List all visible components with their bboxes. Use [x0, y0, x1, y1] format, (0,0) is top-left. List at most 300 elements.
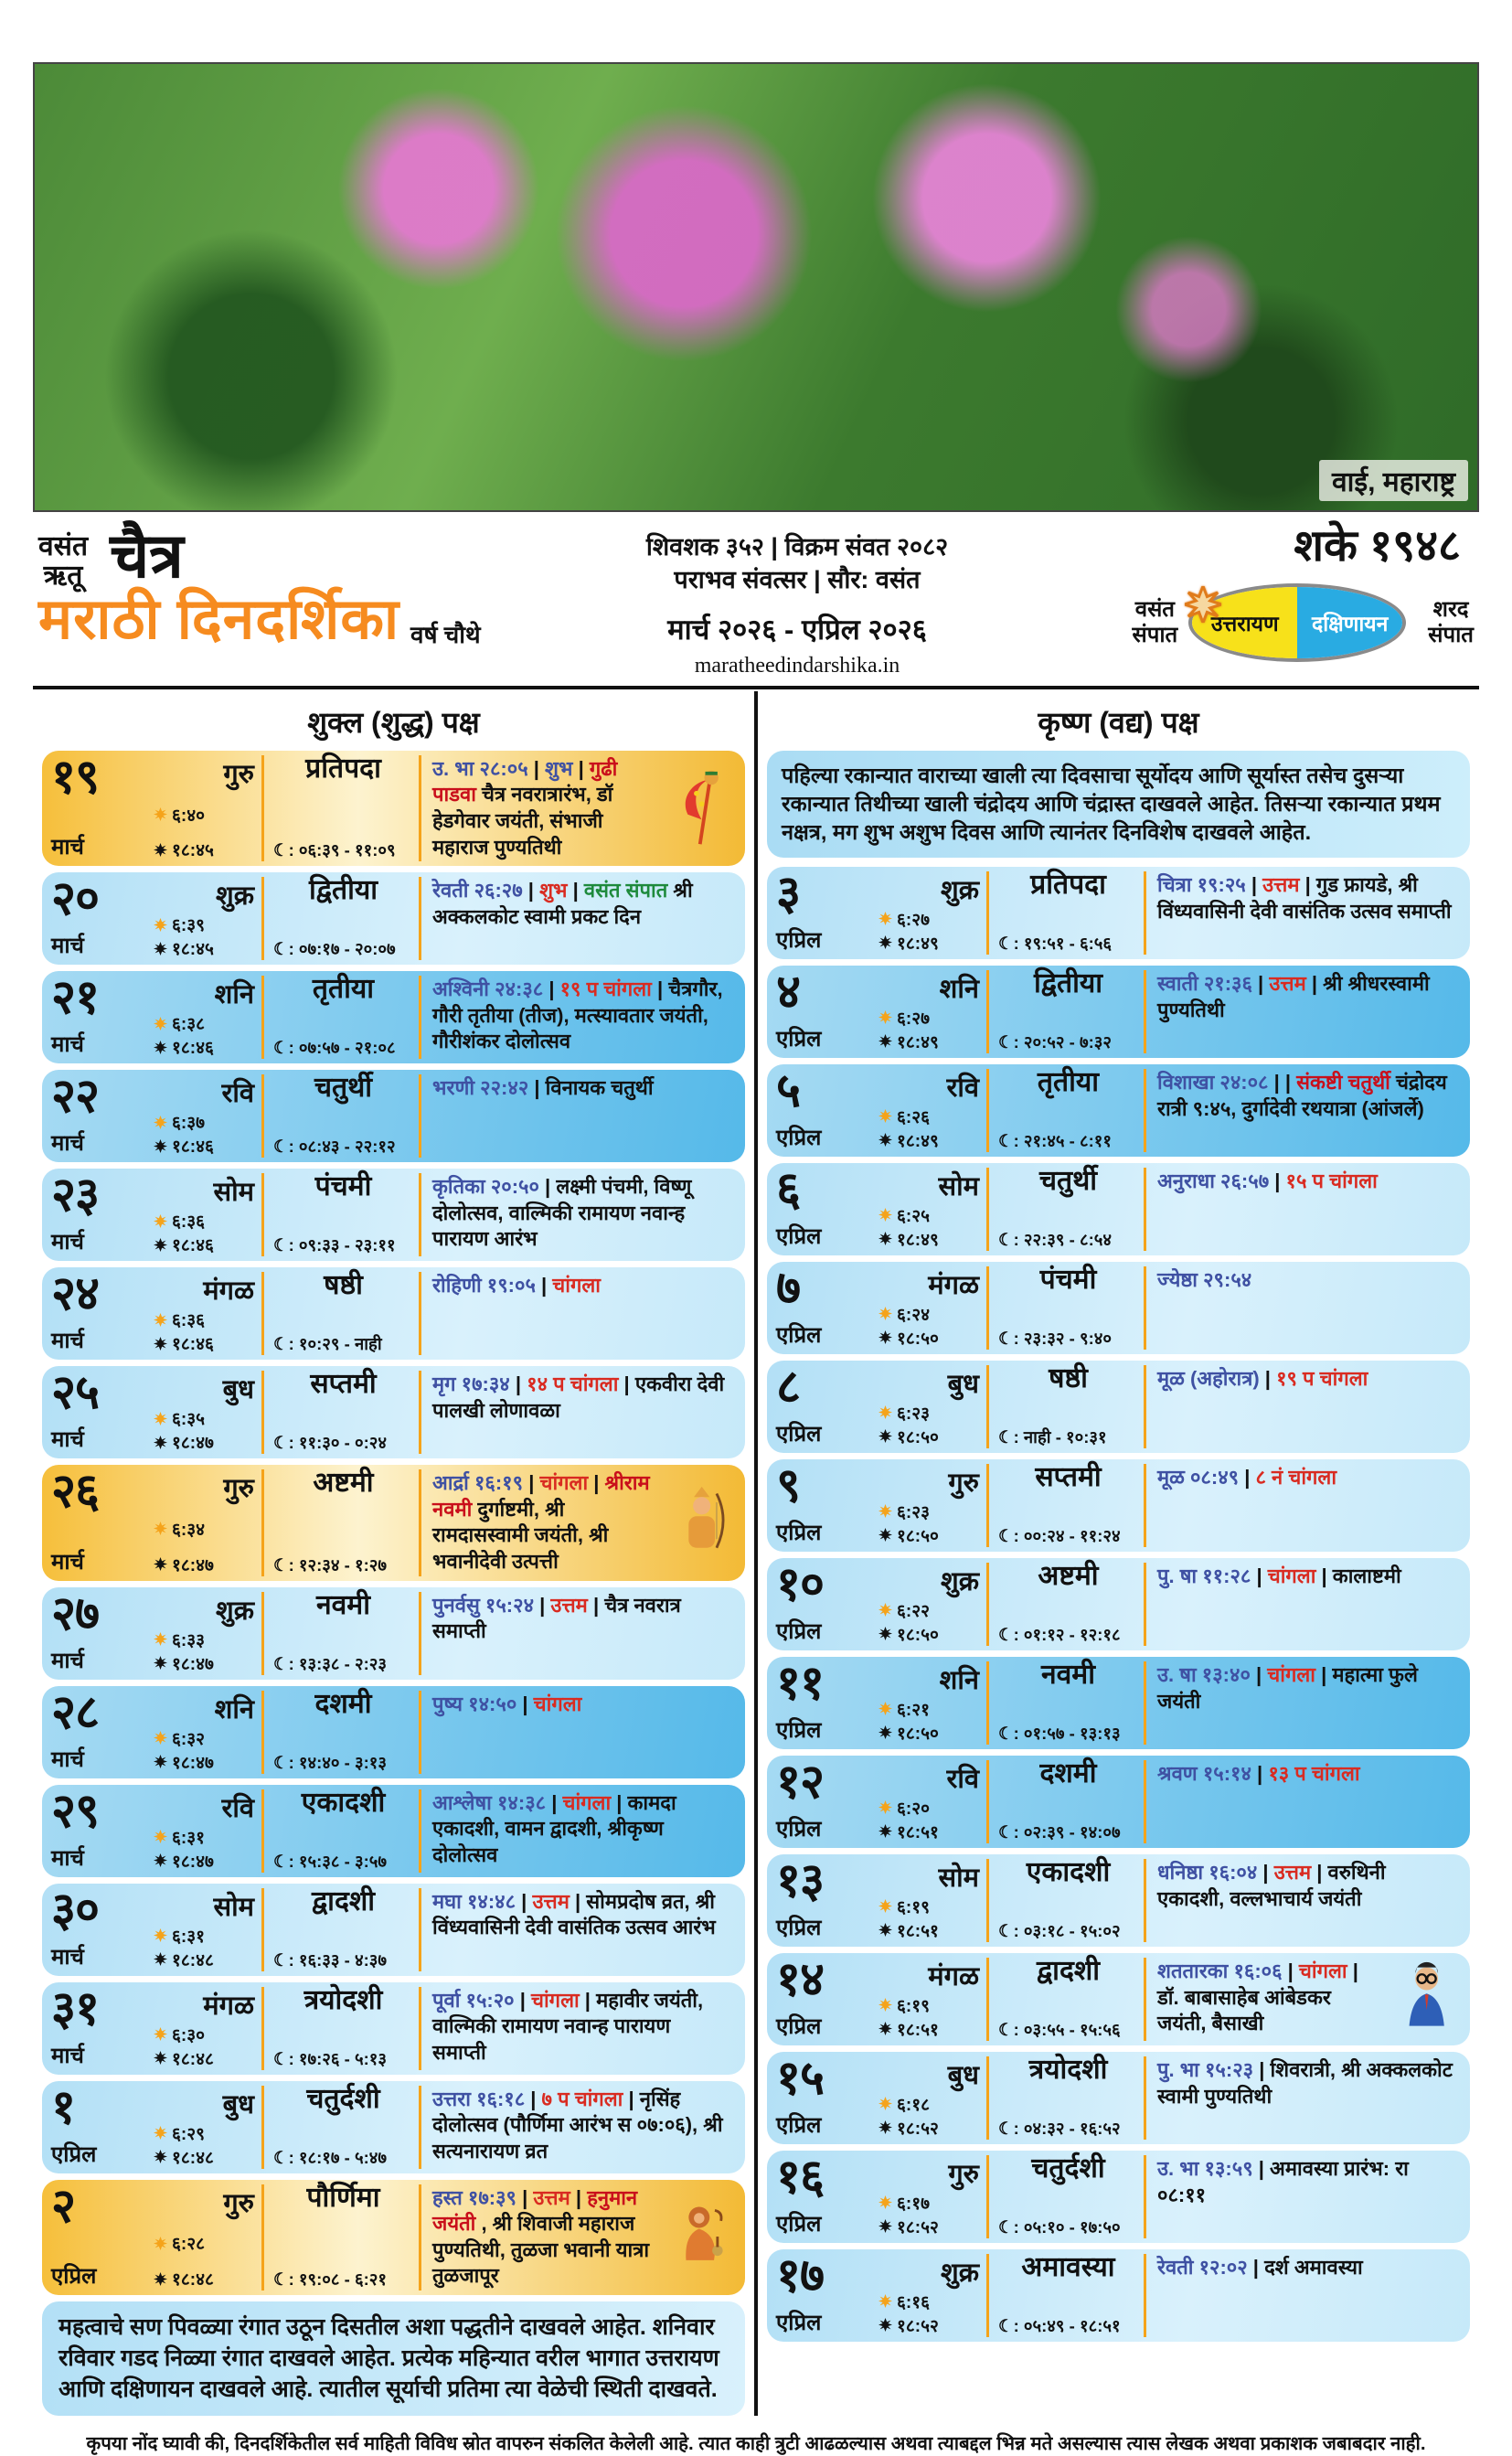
tithi-cell [261, 1272, 419, 1355]
sunrise-time: ६:२६ [897, 1107, 930, 1127]
sunrise-icon [878, 2294, 892, 2308]
era-line-1: शिवशक ३५२ | विक्रम संवत २०८२ [645, 533, 949, 561]
tithi-cell [986, 1461, 1144, 1547]
tithi-cell [261, 755, 419, 861]
date-cell [51, 971, 154, 1059]
sunrise-time: ६:२० [897, 1799, 930, 1819]
day-details: रोहिणी १९:०५ | चांगला [419, 1272, 738, 1355]
sunrise-time: ६:३१ [172, 1927, 205, 1947]
day-cell [154, 2184, 261, 2290]
day-details: अश्विनी २४:३८ | १९ प चांगला | चैत्रगौर, गौरी तृतीया (तीज), मत्स्यावतार जयंती, गौरीशंकर दोलोत्सव [419, 976, 738, 1059]
tithi-name: एकादशी [1026, 1856, 1111, 1887]
tithi-cell [986, 1165, 1144, 1251]
moon-times: ☾: नाही - १०:३१ [998, 1426, 1107, 1447]
sunrise-icon [878, 912, 892, 925]
sunrise-time: ६:१९ [897, 1996, 930, 2016]
day-name: रवि [946, 1073, 979, 1103]
moon-times: ☾: १४:४० - ३:१३ [273, 1752, 387, 1772]
sunrise-icon [154, 807, 167, 821]
tithi-cell [986, 1856, 1144, 1942]
day-cell [878, 1266, 986, 1350]
day-cell [154, 1987, 261, 2070]
tithi-cell [261, 2083, 419, 2169]
tithi-name: द्वादशी [1036, 1955, 1101, 1986]
date-cell [776, 1360, 878, 1448]
day-cell [878, 1958, 986, 2041]
moon-times: ☾: ०६:३९ - ११:०९ [273, 840, 396, 860]
moon-times: ☾: १९:०८ - ६:२१ [273, 2269, 387, 2289]
day-details: पु. षा ११:२८ | चांगला | कालाष्टमी [1144, 1563, 1463, 1646]
sunset-icon [154, 2150, 167, 2163]
sunrise-icon [878, 2195, 892, 2209]
tithi-name: द्वादशी [311, 1885, 376, 1917]
masthead-center [550, 525, 1044, 678]
day-name: गुरु [223, 1474, 254, 1504]
date-number: १९ [51, 750, 100, 804]
day-name: शनि [214, 1694, 254, 1725]
moon-times: ☾: ०८:४३ - २२:१२ [273, 1137, 396, 1157]
day-details: उ. भा १३:५९ | अमावस्या प्रारंभ: रा ०८:११ [1144, 2155, 1463, 2238]
sunset-time: १८:४७ [172, 1852, 214, 1872]
day-details: मूळ ०८:४९ | ८ नं चांगला [1144, 1464, 1463, 1547]
month-name: चैत्र [110, 521, 184, 591]
sunrise-time: ६:३३ [172, 1630, 205, 1650]
month-label: एप्रिल [776, 2211, 822, 2237]
disclaimer: कृपया नोंद घ्यावी की, दिनदर्शिकेतील सर्व माहिती विविध स्रोत वापरुन संकलित केलेली आहे. त्यात काही त्रुटी आढळल्यास अथवा त्याबद्दल भिन्न मते असल्यास त्यास लेखक अथवा प्रकाशक जबाबदार नाही. [86, 2433, 1426, 2455]
sunset-icon [878, 1429, 892, 1443]
date-number: १५ [776, 2051, 825, 2105]
calendar-row [42, 1465, 745, 1580]
day-cell [878, 1168, 986, 1251]
sunrise-icon [878, 1010, 892, 1024]
day-cell [154, 976, 261, 1059]
sunrise-time: ६:२८ [172, 2235, 205, 2255]
tithi-name: अष्टमी [1038, 1560, 1099, 1591]
day-cell [878, 1661, 986, 1745]
day-details: मूळ (अहोरात्र) | १९ प चांगला [1144, 1365, 1463, 1448]
sunrise-time: ६:३८ [172, 1015, 205, 1035]
day-name: रवि [221, 1793, 254, 1823]
sunset-icon [154, 1853, 167, 1867]
tithi-name: अष्टमी [313, 1468, 374, 1499]
sunrise-icon [154, 1116, 167, 1129]
calendar-row [42, 1587, 745, 1680]
day-details: मृग १७:३४ | १४ प चांगला | एकवीरा देवी पालखी लोणावळा [419, 1371, 738, 1454]
day-details: चित्रा १९:२५ | उत्तम | गुड फ्रायडे, श्री विंध्यवासिनी देवी वासंतिक उत्सव समाप्ती [1144, 871, 1463, 955]
date-number: १० [776, 1557, 825, 1611]
sunset-icon [878, 1330, 892, 1344]
day-details: उ. भा २८:०५ | शुभ | गुढी पाडवा चैत्र नवरात्रारंभ, डॉ हेडगेवार जयंती, संभाजी महाराज पुण्यतिथी [419, 755, 738, 861]
day-name: बुध [222, 2089, 254, 2120]
date-cell [51, 2080, 154, 2169]
sunset-time: १८:५२ [897, 2217, 939, 2237]
day-cell [154, 1592, 261, 1675]
sunrise-time: ६:३५ [172, 1410, 205, 1430]
tithi-name: एकादशी [301, 1787, 386, 1818]
sunset-time: १८:४६ [172, 1137, 214, 1158]
krishna-rows [767, 867, 1470, 2342]
sunset-icon [878, 2022, 892, 2035]
moon-times: ☾: ०५:४९ - १८:५१ [998, 2315, 1121, 2335]
moon-times: ☾: ०१:१२ - १२:१८ [998, 1624, 1121, 1644]
sunrise-time: ६:२३ [897, 1502, 930, 1522]
date-number: १३ [776, 1853, 825, 1907]
tithi-cell [986, 1661, 1144, 1745]
calendar-page [33, 0, 1479, 2456]
sunset-icon [878, 2219, 892, 2233]
day-cell [878, 2254, 986, 2337]
website-link[interactable]: maratheedindarshika.in [694, 653, 900, 678]
date-number: ६ [776, 1162, 801, 1216]
moon-times: ☾: १२:३४ - १:२७ [273, 1554, 387, 1575]
date-number: २९ [51, 1784, 100, 1838]
month-label: एप्रिल [776, 1421, 822, 1447]
sunset-time: १८:५० [897, 1427, 939, 1447]
date-cell [51, 872, 154, 960]
date-number: २४ [51, 1267, 100, 1321]
month-label: एप्रिल [776, 1026, 822, 1052]
sunrise-time: ६:२७ [897, 1009, 930, 1029]
tithi-name: द्वितीया [1033, 967, 1103, 998]
sunrise-icon [878, 1702, 892, 1715]
day-cell [154, 1074, 261, 1158]
month-label: एप्रिल [776, 1717, 822, 1743]
tithi-cell [261, 1984, 419, 2070]
calendar-row [42, 872, 745, 965]
month-label: मार्च [51, 1944, 84, 1970]
day-cell [878, 2056, 986, 2140]
tithi-name: प्रतिपदा [305, 753, 381, 784]
photo-caption: वाई, महाराष्ट्र [1319, 460, 1468, 501]
krishna-paksha-column [758, 691, 1479, 2416]
day-name: सोम [938, 1171, 979, 1201]
calendar-row [767, 966, 1470, 1058]
tithi-name: प्रतिपदा [1030, 869, 1106, 900]
moon-times: ☾: १८:१७ - ५:४७ [273, 2147, 387, 2167]
day-name: गुरु [948, 2159, 979, 2189]
day-cell [878, 2155, 986, 2238]
month-label: मार्च [51, 934, 84, 959]
calendar-row [42, 1982, 745, 2075]
moon-times: ☾: ११:३० - ०:२४ [273, 1433, 387, 1453]
calendar-row [42, 1070, 745, 1162]
tithi-name: चतुर्दशी [306, 2083, 380, 2114]
day-cell [878, 1069, 986, 1152]
calendar-row [767, 867, 1470, 959]
sunset-icon [154, 1952, 167, 1966]
day-cell [154, 877, 261, 960]
sunset-icon [878, 1528, 892, 1542]
date-number: १७ [776, 2248, 825, 2302]
tithi-cell [261, 976, 419, 1059]
day-details: ज्येष्ठा २९:५४ [1144, 1266, 1463, 1350]
sunset-time: १८:४७ [172, 1555, 214, 1575]
day-name: मंगळ [928, 1961, 979, 1991]
sunrise-time: ६:२३ [897, 1404, 930, 1424]
date-cell [51, 1685, 154, 1774]
date-number: २० [51, 872, 100, 926]
calendar-row [767, 1163, 1470, 1255]
month-label: मार्च [51, 1549, 84, 1575]
day-name: गुरु [223, 759, 254, 789]
sunset-icon [154, 1337, 167, 1351]
tithi-cell [986, 1066, 1144, 1152]
date-number: ८ [776, 1360, 801, 1414]
sunrise-icon [154, 1214, 167, 1228]
sunrise-icon [878, 1998, 892, 2012]
tithi-name: षष्ठी [1049, 1362, 1088, 1394]
month-label: मार्च [51, 1648, 84, 1673]
moon-times: ☾: २०:५२ - ७:३२ [998, 1031, 1112, 1052]
date-number: २ [51, 2179, 76, 2233]
era-line-2: पराभव संवत्सर | सौर: वसंत [674, 566, 921, 594]
day-name: रवि [221, 1079, 254, 1109]
sunset-icon [878, 935, 892, 949]
day-details: हस्त १७:३९ | उत्तम | हनुमान जयंती , श्री शिवाजी महाराज पुण्यतिथी, तुळजा भवानी यात्रा तुळजापूर [419, 2184, 738, 2290]
tithi-cell [261, 1789, 419, 1873]
month-label: मार्च [51, 1845, 84, 1871]
date-cell [776, 1853, 878, 1942]
sunrise-icon [154, 2027, 167, 2041]
calendar-row [42, 1267, 745, 1360]
tithi-cell [986, 1757, 1144, 1843]
sunset-time: १८:४८ [172, 2148, 214, 2168]
sunrise-time: ६:१९ [897, 1897, 930, 1917]
day-cell [878, 1859, 986, 1942]
calendar-row [767, 2151, 1470, 2243]
calendar-row [767, 1361, 1470, 1453]
tithi-name: नवमी [1040, 1659, 1096, 1690]
sunrise-icon [154, 1313, 167, 1327]
date-number: २३ [51, 1169, 100, 1223]
date-cell [776, 1656, 878, 1745]
sunrise-icon [878, 1504, 892, 1518]
date-cell [51, 1070, 154, 1158]
sunrise-time: ६:३१ [172, 1828, 205, 1848]
month-label: मार्च [51, 1131, 84, 1157]
date-cell [776, 1557, 878, 1646]
sun-position-icon [1185, 586, 1221, 623]
month-label: मार्च [51, 1427, 84, 1453]
moon-times: ☾: ०१:५७ - १३:१३ [998, 1723, 1121, 1743]
tithi-cell [261, 1589, 419, 1675]
date-cell [776, 1458, 878, 1547]
ayan-diagram [1044, 583, 1474, 662]
sunrise-time: ६:२२ [897, 1601, 930, 1621]
day-details: मघा १४:४८ | उत्तम | सोमप्रदोष व्रत, श्री विंध्यवासिनी देवी वासंतिक उत्सव आरंभ [419, 1888, 738, 1971]
calendar-row [767, 1262, 1470, 1354]
tithi-name: दशमी [314, 1688, 372, 1719]
day-name: बुध [947, 2060, 979, 2090]
calendar-row [767, 2052, 1470, 2144]
tithi-cell [986, 2056, 1144, 2140]
sunrise-icon [878, 1405, 892, 1419]
sunrise-time: ६:२७ [897, 910, 930, 930]
tithi-name: अमावस्या [1021, 2251, 1115, 2282]
day-details: पुष्य १४:५० | चांगला [419, 1691, 738, 1774]
day-cell [154, 1272, 261, 1355]
tithi-name: त्रयोदशी [303, 1984, 383, 2015]
date-cell [776, 1952, 878, 2041]
day-name: मंगळ [203, 1276, 254, 1307]
sunset-icon [154, 1139, 167, 1153]
day-cell [154, 1691, 261, 1774]
masthead-right [1044, 522, 1474, 662]
day-details: धनिष्ठा १६:०४ | उत्तम | वरुथिनी एकादशी, वल्लभाचार्य जयंती [1144, 1859, 1463, 1942]
calendar-row [767, 1854, 1470, 1947]
sunset-time: १८:४७ [172, 1753, 214, 1773]
legend-note: महत्वाचे सण पिवळ्या रंगात उठून दिसतील अशा पद्धतीने दाखवले आहेत. शनिवार रविवार गडद निळ्या रंगात दाखवले आहेत. प्रत्येक महिन्यात वरील भागात उत्तरायण आणि दक्षिणायन दाखवले आहे. त्यातील सूर्याची प्रतिमा त्या वेळेची स्थिती दाखवते. [42, 2301, 745, 2416]
sunset-time: १८:४८ [172, 2270, 214, 2290]
tithi-name: द्वितीया [308, 875, 378, 906]
tithi-cell [261, 1074, 419, 1158]
moon-times: ☾: १३:३८ - २:२३ [273, 1653, 387, 1673]
sunset-time: १८:४७ [172, 1654, 214, 1674]
calendar-row [42, 1884, 745, 1976]
sunset-icon [878, 1034, 892, 1048]
calendar-row [767, 2249, 1470, 2342]
calendar-row [767, 1657, 1470, 1749]
day-cell [154, 1888, 261, 1971]
month-label: मार्च [51, 835, 84, 860]
sunrise-time: ६:२१ [897, 1700, 930, 1720]
sunrise-icon [154, 1830, 167, 1843]
tithi-cell [261, 1173, 419, 1256]
sunset-time: १८:४६ [172, 1039, 214, 1059]
dakshinayan-half: दक्षिणायन [1297, 587, 1402, 658]
ambedkar-illustration [1391, 1957, 1463, 2042]
sunrise-icon [878, 1603, 892, 1617]
day-name: शनि [214, 980, 254, 1010]
day-name: बुध [947, 1369, 979, 1399]
month-label: एप्रिल [776, 1125, 822, 1150]
date-number: २८ [51, 1685, 100, 1739]
tithi-name: सप्तमी [1035, 1461, 1102, 1492]
sunrise-time: ६:३७ [172, 1114, 205, 1134]
sunset-time: १८:४७ [172, 1434, 214, 1454]
sunset-icon [878, 1232, 892, 1245]
date-number: २१ [51, 971, 100, 1025]
tithi-name: चतुर्थी [1038, 1165, 1098, 1196]
sunrise-icon [154, 1632, 167, 1646]
calendar-body [33, 691, 1479, 2416]
month-label: एप्रिल [776, 1520, 822, 1545]
calendar-row [767, 1756, 1470, 1848]
reading-guide-note: पहिल्या रकान्यात वाराच्या खाली त्या दिवसाचा सूर्योदय आणि सूर्यास्त तसेच दुसऱ्या रकान्यात तिथीच्या खाली चंद्रोदय आणि चंद्रास्त दाखवले आहेत. तिसऱ्या रकान्यात प्रथम नक्षत्र, मग शुभ अशुभ दिवस आणि त्यानंतर दिनविशेष दाखवले आहेत. [767, 751, 1470, 858]
tithi-name: तृतीया [312, 974, 375, 1005]
sunset-time: १८:४८ [172, 2049, 214, 2069]
sunset-icon [154, 1041, 167, 1054]
sunrise-icon [878, 1307, 892, 1320]
month-label: मार्च [51, 1230, 84, 1255]
month-label: एप्रिल [776, 1816, 822, 1842]
date-cell [51, 750, 154, 861]
shukla-paksha-column [33, 691, 754, 2416]
tithi-name: चतुर्दशी [1031, 2152, 1105, 2184]
date-cell [51, 1465, 154, 1575]
date-number: २६ [51, 1465, 100, 1519]
date-cell [776, 1261, 878, 1350]
calendar-row [767, 1064, 1470, 1157]
sunrise-icon [878, 1899, 892, 1913]
calendar-row [767, 1558, 1470, 1650]
day-cell [878, 1365, 986, 1448]
shukla-paksha-header: शुक्ल (शुद्ध) पक्ष [307, 705, 480, 739]
date-cell [51, 1366, 154, 1454]
vasant-sampat-label: वसंत संपात [1132, 597, 1178, 647]
date-cell [776, 1755, 878, 1843]
moon-times: ☾: २१:४५ - ८:११ [998, 1130, 1112, 1150]
sunrise-time: ६:१७ [897, 2194, 930, 2214]
sunrise-icon [878, 2097, 892, 2110]
sunset-time: १८:५१ [897, 2020, 939, 2040]
day-details: उ. षा १३:४० | चांगला | महात्मा फुले जयंती [1144, 1661, 1463, 1745]
tithi-cell [986, 1362, 1144, 1448]
month-label: मार्च [51, 1746, 84, 1772]
sunset-icon [878, 2318, 892, 2332]
calendar-row [42, 971, 745, 1063]
month-label: एप्रिल [51, 2264, 97, 2289]
tithi-cell [986, 967, 1144, 1053]
day-name: शुक्र [216, 1596, 254, 1626]
calendar-row [42, 2081, 745, 2173]
month-label: एप्रिल [776, 927, 822, 953]
date-cell [776, 2248, 878, 2337]
month-label: एप्रिल [776, 1618, 822, 1644]
moon-times: ☾: १७:२६ - ५:१३ [273, 2048, 387, 2068]
shaka-year: शके १९४८ [1294, 522, 1461, 571]
sunset-time: १८:४९ [897, 1032, 939, 1052]
day-details: विशाखा २४:०८ | | संकष्टी चतुर्थी चंद्रोदय रात्री ९:४५, दुर्गादेवी रथयात्रा (आंजर्ले) [1144, 1069, 1463, 1152]
sunrise-icon [154, 918, 167, 932]
moon-times: ☾: ०४:३२ - १६:५२ [998, 2118, 1121, 2138]
day-cell [878, 970, 986, 1053]
date-cell [51, 1267, 154, 1355]
sunset-icon [154, 1238, 167, 1252]
tithi-cell [986, 871, 1144, 955]
sharad-sampat-label: शरद संपात [1428, 597, 1474, 647]
date-number: ३१ [51, 1981, 100, 2035]
day-name: शनि [939, 1665, 979, 1695]
day-name: शुक्र [941, 2258, 979, 2288]
sunset-time: १८:४९ [897, 1131, 939, 1151]
tithi-cell [261, 1688, 419, 1774]
day-details: उत्तरा १६:१८ | ७ प चांगला | नृसिंह दोलोत्सव (पौर्णिमा आरंभ स ०७:०६), श्री सत्यनारायण व्रत [419, 2086, 738, 2169]
day-name: शुक्र [941, 875, 979, 905]
day-cell [878, 1760, 986, 1843]
season-label: वसंत ऋतू [38, 531, 89, 591]
gudhi-padwa-illustration [666, 754, 738, 862]
tithi-cell [261, 1469, 419, 1575]
sunrise-time: ६:१८ [897, 2095, 930, 2115]
sunrise-time: ६:२४ [897, 1305, 930, 1325]
day-cell [154, 1789, 261, 1873]
sunset-icon [154, 1557, 167, 1571]
tithi-cell [986, 2152, 1144, 2238]
sunset-time: १८:५० [897, 1329, 939, 1349]
sunrise-time: ६:४० [172, 806, 205, 826]
day-cell [878, 1464, 986, 1547]
flower-photo [33, 62, 1479, 512]
sunrise-icon [154, 1017, 167, 1030]
sunset-icon [154, 1755, 167, 1768]
day-cell [154, 1173, 261, 1256]
moon-times: ☾: १५:३८ - ३:५७ [273, 1851, 387, 1871]
tithi-name: पौर्णिमा [306, 2182, 380, 2213]
date-number: ४ [776, 965, 801, 1019]
date-number: ९ [776, 1458, 801, 1512]
date-cell [776, 2051, 878, 2140]
